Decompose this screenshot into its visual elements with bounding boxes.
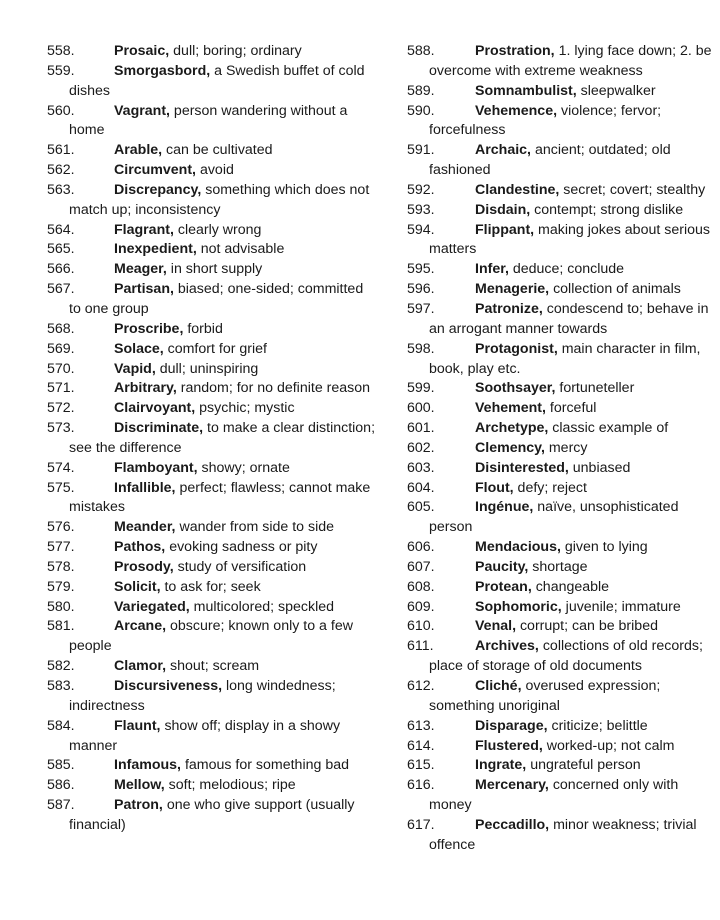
entry-definition: showy; ornate bbox=[197, 459, 290, 476]
entry-definition: classic example of bbox=[548, 420, 669, 437]
vocab-entry bbox=[407, 558, 712, 578]
entry-term: Clairvoyant, bbox=[114, 400, 196, 417]
entry-number: 606. bbox=[407, 539, 435, 556]
entry-term: Infamous, bbox=[114, 757, 182, 774]
entry-definition: deduce; conclude bbox=[508, 261, 625, 278]
entry-number: 613. bbox=[407, 717, 435, 734]
entry-definition: sleepwalker bbox=[576, 82, 656, 99]
vocab-entry bbox=[47, 677, 377, 717]
entry-number: 561. bbox=[47, 142, 75, 159]
entry-term: Protean, bbox=[475, 578, 532, 595]
entry-term: Meager, bbox=[114, 261, 167, 278]
entry-number: 583. bbox=[47, 678, 75, 694]
entry-term: Pathos, bbox=[114, 539, 166, 556]
vocab-entry bbox=[47, 260, 377, 280]
entry-definition: minor weakness; trivial offence bbox=[429, 816, 697, 853]
vocab-entry bbox=[47, 578, 377, 598]
entry-number: 596. bbox=[407, 281, 435, 298]
vocab-entry bbox=[47, 42, 377, 62]
entry-number: 581. bbox=[47, 618, 75, 635]
entry-number: 562. bbox=[47, 162, 75, 179]
entry-definition: study of versification bbox=[173, 558, 307, 575]
entry-number: 580. bbox=[47, 598, 75, 615]
vocab-entry bbox=[47, 360, 377, 380]
entry-definition: collection of animals bbox=[549, 281, 681, 298]
entry-term: Vehemence, bbox=[475, 102, 558, 119]
entry-definition: naïve, unsophisticated person bbox=[429, 499, 679, 536]
entry-term: Clandestine, bbox=[475, 181, 560, 198]
entry-number: 572. bbox=[47, 400, 75, 417]
entry-definition: perfect; flawless; cannot make mistakes bbox=[69, 479, 371, 516]
entry-number: 607. bbox=[407, 558, 435, 575]
vocab-entry bbox=[407, 578, 712, 598]
entry-definition: something which does not match up; inconsistency bbox=[69, 181, 370, 218]
entry-definition: soft; melodious; ripe bbox=[164, 777, 296, 794]
entry-number: 616. bbox=[407, 777, 435, 794]
entry-definition: overused expression; something unoriginal bbox=[429, 678, 661, 714]
vocab-entry bbox=[47, 756, 377, 776]
vocab-entry bbox=[407, 201, 712, 221]
entry-definition: given to lying bbox=[560, 539, 648, 556]
vocab-entry bbox=[407, 141, 712, 181]
entry-definition: unbiased bbox=[568, 459, 631, 476]
entry-term: Soothsayer, bbox=[475, 380, 556, 397]
entry-definition: corrupt; can be bribed bbox=[516, 618, 658, 635]
vocab-entry bbox=[407, 102, 712, 142]
entry-definition: changeable bbox=[531, 578, 610, 595]
entry-term: Sophomoric, bbox=[475, 598, 562, 615]
entry-number: 594. bbox=[407, 221, 435, 238]
entry-definition: condescend to; behave in an arrogant manner towards bbox=[429, 300, 709, 337]
entry-definition: 1. lying face down; 2. be overcome with extreme weakness bbox=[429, 43, 712, 79]
entry-term: Solace, bbox=[114, 340, 164, 357]
vocab-entry bbox=[407, 598, 712, 618]
entry-number: 610. bbox=[407, 618, 435, 635]
entry-term: Vehement, bbox=[475, 400, 546, 417]
entry-number: 569. bbox=[47, 340, 75, 357]
entry-term: Mendacious, bbox=[475, 539, 561, 556]
entry-number: 586. bbox=[47, 777, 75, 794]
entry-definition: forbid bbox=[183, 320, 223, 337]
vocab-entry bbox=[47, 221, 377, 241]
entry-definition: shortage bbox=[528, 558, 588, 575]
entry-number: 612. bbox=[407, 678, 435, 694]
entry-term: Menagerie, bbox=[475, 281, 550, 298]
entry-definition: worked-up; not calm bbox=[542, 737, 675, 754]
entry-term: Circumvent, bbox=[114, 162, 196, 179]
entry-term: Mercenary, bbox=[475, 777, 549, 794]
entry-number: 593. bbox=[407, 201, 435, 218]
entry-term: Variegated, bbox=[114, 598, 190, 615]
vocab-entry bbox=[407, 42, 712, 82]
entry-term: Discursiveness, bbox=[114, 678, 223, 694]
entry-number: 566. bbox=[47, 261, 75, 278]
entry-term: Flagrant, bbox=[114, 221, 174, 238]
vocab-entry bbox=[47, 657, 377, 677]
entry-term: Smorgasbord, bbox=[114, 62, 211, 79]
entry-number: 568. bbox=[47, 320, 75, 337]
entry-term: Inexpedient, bbox=[114, 241, 197, 258]
vocab-entry bbox=[407, 459, 712, 479]
entry-number: 584. bbox=[47, 717, 75, 734]
entry-number: 614. bbox=[407, 737, 435, 754]
entry-number: 609. bbox=[407, 598, 435, 615]
vocab-entry bbox=[407, 280, 712, 300]
entry-number: 611. bbox=[407, 638, 434, 655]
entry-number: 603. bbox=[407, 459, 435, 476]
entry-term: Mellow, bbox=[114, 777, 165, 794]
entry-number: 575. bbox=[47, 479, 75, 496]
entry-term: Prostration, bbox=[475, 43, 555, 59]
entry-term: Arbitrary, bbox=[114, 380, 177, 397]
vocab-entry bbox=[407, 498, 712, 538]
vocab-entry bbox=[47, 538, 377, 558]
vocab-entry bbox=[407, 82, 712, 102]
entry-number: 582. bbox=[47, 658, 75, 675]
vocab-entry bbox=[407, 776, 712, 816]
vocab-entry bbox=[407, 340, 712, 380]
entry-number: 605. bbox=[407, 499, 435, 516]
entry-number: 595. bbox=[407, 261, 435, 278]
entry-term: Flamboyant, bbox=[114, 459, 198, 476]
entry-number: 585. bbox=[47, 757, 75, 774]
vocab-entry bbox=[407, 419, 712, 439]
vocab-entry bbox=[47, 796, 377, 836]
entry-definition: forceful bbox=[545, 400, 597, 417]
vocab-entry bbox=[47, 280, 377, 320]
entry-number: 600. bbox=[407, 400, 435, 417]
vocab-entry bbox=[407, 737, 712, 757]
entry-definition: defy; reject bbox=[513, 479, 587, 496]
vocab-entry bbox=[47, 62, 377, 102]
vocab-entry bbox=[407, 677, 712, 717]
entry-definition: to ask for; seek bbox=[160, 578, 261, 595]
entry-number: 589. bbox=[407, 82, 435, 99]
entry-number: 579. bbox=[47, 578, 75, 595]
entry-term: Proscribe, bbox=[114, 320, 184, 337]
entry-definition: contempt; strong dislike bbox=[530, 201, 684, 218]
entry-number: 576. bbox=[47, 519, 75, 536]
entry-definition: making jokes about serious matters bbox=[429, 221, 710, 258]
entry-term: Ingénue, bbox=[475, 499, 534, 516]
entry-definition: multicolored; speckled bbox=[189, 598, 335, 615]
entry-definition: random; for no definite reason bbox=[176, 380, 371, 397]
entry-number: 574. bbox=[47, 459, 75, 476]
entry-term: Ingrate, bbox=[475, 757, 527, 774]
entry-definition: avoid bbox=[196, 162, 234, 179]
entry-definition: mercy bbox=[544, 439, 588, 456]
entry-number: 570. bbox=[47, 360, 75, 377]
entry-definition: criticize; belittle bbox=[547, 717, 648, 734]
entry-term: Cliché, bbox=[475, 678, 522, 694]
entry-definition: concerned only with money bbox=[429, 777, 679, 814]
entry-term: Archaic, bbox=[475, 142, 531, 159]
entry-term: Protagonist, bbox=[475, 340, 558, 357]
entry-definition: collections of old records; place of storage of old documents bbox=[429, 638, 703, 675]
entry-number: 608. bbox=[407, 578, 435, 595]
entry-definition: secret; covert; stealthy bbox=[559, 181, 706, 198]
entry-term: Patronize, bbox=[475, 300, 543, 317]
entry-definition: obscure; known only to a few people bbox=[69, 618, 353, 655]
entry-definition: dull; uninspiring bbox=[155, 360, 259, 377]
entry-term: Flaunt, bbox=[114, 717, 161, 734]
left-column bbox=[47, 42, 377, 836]
entry-number: 604. bbox=[407, 479, 435, 496]
entry-term: Vagrant, bbox=[114, 102, 170, 119]
entry-number: 598. bbox=[407, 340, 435, 357]
entry-number: 573. bbox=[47, 420, 75, 437]
entry-number: 563. bbox=[47, 181, 75, 198]
entry-term: Flippant, bbox=[475, 221, 535, 238]
entry-term: Prosaic, bbox=[114, 43, 170, 59]
vocab-entry bbox=[47, 459, 377, 479]
vocab-entry bbox=[47, 340, 377, 360]
entry-term: Arcane, bbox=[114, 618, 167, 635]
vocab-entry bbox=[47, 240, 377, 260]
entry-number: 602. bbox=[407, 439, 435, 456]
vocab-entry bbox=[407, 617, 712, 637]
entry-number: 560. bbox=[47, 102, 75, 119]
entry-definition: can be cultivated bbox=[162, 142, 273, 159]
vocab-entry bbox=[407, 717, 712, 737]
entry-term: Disparage, bbox=[475, 717, 548, 734]
vocab-entry bbox=[47, 598, 377, 618]
entry-definition: evoking sadness or pity bbox=[165, 539, 318, 556]
entry-term: Arable, bbox=[114, 142, 163, 159]
entry-definition: person wandering without a home bbox=[69, 102, 348, 139]
entry-definition: comfort for grief bbox=[163, 340, 267, 357]
entry-term: Flustered, bbox=[475, 737, 543, 754]
entry-definition: ungrateful person bbox=[526, 757, 641, 774]
entry-term: Archetype, bbox=[475, 420, 549, 437]
entry-number: 571. bbox=[47, 380, 75, 397]
vocab-entry bbox=[407, 300, 712, 340]
entry-definition: ancient; outdated; old fashioned bbox=[429, 142, 671, 179]
entry-number: 567. bbox=[47, 281, 75, 298]
entry-term: Partisan, bbox=[114, 281, 174, 298]
entry-number: 615. bbox=[407, 757, 435, 774]
entry-definition: fortuneteller bbox=[555, 380, 635, 397]
entry-term: Disinterested, bbox=[475, 459, 569, 476]
entry-definition: to make a clear distinction; see the difference bbox=[69, 420, 376, 456]
entry-number: 565. bbox=[47, 241, 75, 258]
vocab-entry bbox=[407, 399, 712, 419]
entry-term: Disdain, bbox=[475, 201, 531, 218]
entry-definition: dull; boring; ordinary bbox=[169, 43, 302, 59]
entry-term: Clamor, bbox=[114, 658, 167, 675]
entry-term: Flout, bbox=[475, 479, 514, 496]
entry-term: Infallible, bbox=[114, 479, 176, 496]
vocab-entry bbox=[407, 637, 712, 677]
vocab-entry bbox=[47, 161, 377, 181]
entry-definition: famous for something bad bbox=[181, 757, 349, 774]
vocab-entry bbox=[47, 181, 377, 221]
entry-term: Vapid, bbox=[114, 360, 156, 377]
entry-definition: one who give support (usually financial) bbox=[69, 797, 355, 833]
entry-term: Archives, bbox=[475, 638, 539, 655]
right-column bbox=[407, 42, 712, 856]
entry-term: Venal, bbox=[475, 618, 517, 635]
entry-definition: wander from side to side bbox=[175, 519, 335, 536]
entry-number: 591. bbox=[407, 142, 435, 159]
entry-number: 559. bbox=[47, 62, 75, 79]
vocab-entry bbox=[407, 221, 712, 261]
vocab-entry bbox=[407, 479, 712, 499]
entry-term: Discriminate, bbox=[114, 420, 204, 437]
vocab-entry bbox=[47, 399, 377, 419]
vocab-entry bbox=[47, 717, 377, 757]
entry-definition: biased; one-sided; committed to one group bbox=[69, 281, 364, 317]
vocab-entry bbox=[47, 320, 377, 340]
entry-definition: show off; display in a showy manner bbox=[69, 717, 341, 754]
entry-definition: a Swedish buffet of cold dishes bbox=[69, 62, 365, 99]
entry-term: Discrepancy, bbox=[114, 181, 202, 198]
vocab-entry bbox=[47, 419, 377, 459]
entry-term: Patron, bbox=[114, 797, 163, 814]
vocab-entry bbox=[47, 776, 377, 796]
entry-term: Clemency, bbox=[475, 439, 545, 456]
vocab-entry bbox=[47, 479, 377, 519]
entry-definition: psychic; mystic bbox=[195, 400, 295, 417]
entry-term: Meander, bbox=[114, 519, 176, 536]
entry-definition: clearly wrong bbox=[173, 221, 262, 238]
entry-term: Solicit, bbox=[114, 578, 161, 595]
entry-term: Paucity, bbox=[475, 558, 529, 575]
entry-number: 564. bbox=[47, 221, 75, 238]
vocab-entry bbox=[47, 141, 377, 161]
vocab-entry bbox=[407, 181, 712, 201]
entry-number: 592. bbox=[407, 181, 435, 198]
entry-definition: not advisable bbox=[196, 241, 285, 258]
entry-definition: shout; scream bbox=[166, 658, 260, 675]
vocab-entry bbox=[407, 816, 712, 856]
entry-number: 588. bbox=[407, 43, 435, 59]
entry-term: Infer, bbox=[475, 261, 509, 278]
vocab-entry bbox=[407, 379, 712, 399]
entry-number: 587. bbox=[47, 797, 75, 814]
entry-number: 590. bbox=[407, 102, 435, 119]
vocab-entry bbox=[47, 518, 377, 538]
entry-number: 597. bbox=[407, 300, 435, 317]
vocab-entry bbox=[407, 439, 712, 459]
entry-number: 578. bbox=[47, 558, 75, 575]
entry-definition: juvenile; immature bbox=[561, 598, 681, 615]
vocab-entry bbox=[47, 558, 377, 578]
vocab-entry bbox=[407, 756, 712, 776]
entry-number: 601. bbox=[407, 420, 435, 437]
entry-term: Somnambulist, bbox=[475, 82, 577, 99]
vocab-entry bbox=[407, 538, 712, 558]
entry-number: 599. bbox=[407, 380, 435, 397]
entry-definition: in short supply bbox=[166, 261, 263, 278]
entry-number: 577. bbox=[47, 539, 75, 556]
vocab-entry bbox=[407, 260, 712, 280]
entry-term: Prosody, bbox=[114, 558, 174, 575]
entry-number: 558. bbox=[47, 43, 75, 59]
entry-definition: violence; fervor; forcefulness bbox=[429, 102, 662, 139]
vocab-entry bbox=[47, 379, 377, 399]
entry-term: Peccadillo, bbox=[475, 816, 550, 833]
entry-number: 617. bbox=[407, 816, 435, 833]
vocab-entry bbox=[47, 617, 377, 657]
entry-definition: long windedness; indirectness bbox=[69, 678, 336, 714]
vocab-entry bbox=[47, 102, 377, 142]
entry-definition: main character in film, book, play etc. bbox=[429, 340, 701, 377]
